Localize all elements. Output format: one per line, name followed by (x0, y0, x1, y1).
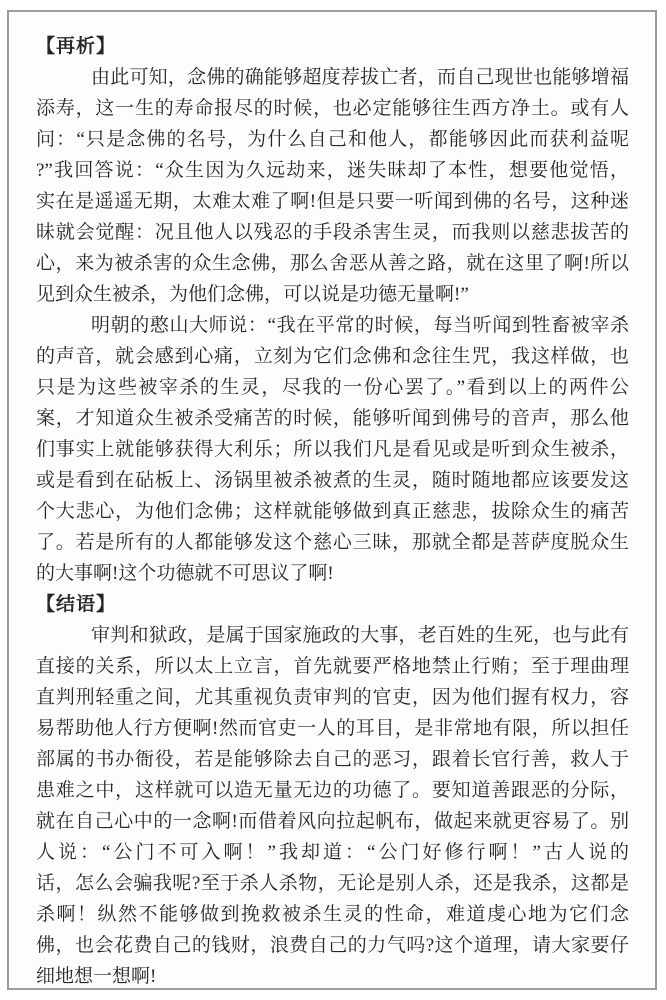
text-line: 添寿，这一生的寿命报尽的时候，也必定能够往生西方净土。或有人 (36, 98, 629, 119)
text-line: 直判刑轻重之间，尤其重视负责审判的官吏，因为他们握有权力，容 (36, 687, 629, 708)
text-line: 易帮助他人行方便啊!然而官吏一人的耳目，是非常地有限，所以担任 (36, 718, 629, 739)
text-line: 佛，也会花费自己的钱财，浪费自己的力气吗?这个道理，请大家要仔 (36, 935, 629, 956)
text-line: 心，来为被杀害的众生念佛，那么舍恶从善之路，就在这里了啊!所以 (36, 253, 629, 274)
text-line: 问：“只是念佛的名号，为什么自己和他人，都能够因此而获利益呢 (36, 129, 629, 150)
text-line: 们事实上就能够获得大利乐；所以我们凡是看见或是听到众生被杀， (36, 439, 629, 460)
text-line: 杀啊！纵然不能够做到挽救被杀生灵的性命，难道虔心地为它们念 (36, 904, 629, 925)
text-line: 就在自己心中的一念啊!而借着风向拉起帆布，做起来就更容易了。别 (36, 811, 629, 832)
section-heading: 【结语】 (36, 594, 117, 615)
text-line: 由此可知，念佛的确能够超度荐拔亡者，而自己现世也能够增福 (91, 67, 629, 88)
text-line: 部属的书办衙役，若是能够除去自己的恶习，跟着长官行善，救人于 (36, 749, 629, 770)
text-line: 细地想一想啊! (36, 966, 157, 987)
text-line: 只是为这些被宰杀的生灵，尽我的一份心罢了。”看到以上的两件公 (36, 377, 629, 398)
text-line: ?”我回答说：“众生因为久远劫来，迷失昧却了本性，想要他觉悟， (36, 160, 629, 181)
document-page (7, 10, 657, 990)
document-content (36, 31, 629, 992)
text-line: 昧就会觉醒：况且他人以残忍的手段杀害生灵，而我则以慈悲拔苦的 (36, 222, 629, 243)
section-heading: 【再析】 (36, 36, 117, 57)
text-line: 或是看到在砧板上、汤锅里被杀被煮的生灵，随时随地都应该要发这 (36, 470, 629, 491)
text-line: 人说：“公门不可入啊！”我却道：“公门好修行啊！”古人说的 (36, 842, 629, 863)
text-line: 见到众生被杀，为他们念佛，可以说是功德无量啊!” (36, 284, 469, 305)
text-line: 审判和狱政，是属于国家施政的大事，老百姓的生死，也与此有 (91, 625, 629, 646)
text-line: 了。若是所有的人都能够发这个慈心三昧，那就全都是菩萨度脱众生 (36, 532, 629, 553)
text-line: 明朝的憨山大师说：“我在平常的时候，每当听闻到牲畜被宰杀 (91, 315, 629, 336)
text-line: 个大悲心，为他们念佛；这样就能够做到真正慈悲，拔除众生的痛苦 (36, 501, 629, 522)
text-line: 的大事啊!这个功德就不可思议了啊! (36, 563, 334, 584)
text-line: 案，才知道众生被杀受痛苦的时候，能够听闻到佛号的音声，那么他 (36, 408, 629, 429)
text-line: 的声音，就会感到心痛，立刻为它们念佛和念往生咒，我这样做，也 (36, 346, 629, 367)
text-line: 实在是遥遥无期，太难太难了啊!但是只要一听闻到佛的名号，这种迷 (36, 191, 629, 212)
text-line: 话，怎么会骗我呢?至于杀人杀物，无论是别人杀，还是我杀，这都是 (36, 873, 629, 894)
text-line: 直接的关系，所以太上立言，首先就要严格地禁止行贿；至于理曲理 (36, 656, 629, 677)
text-line: 患难之中，这样就可以造无量无边的功德了。要知道善跟恶的分际， (36, 780, 629, 801)
